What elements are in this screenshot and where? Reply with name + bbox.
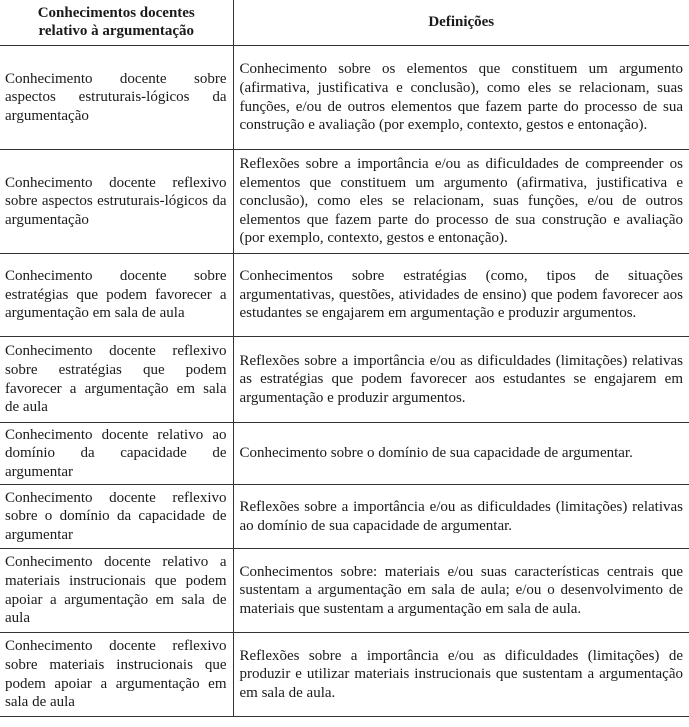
header-knowledge <box>0 0 233 46</box>
knowledge-cell: Conhecimento docente reflexivo sobre estratégias que podem favorecer a argumentação em sala de aula <box>0 337 233 423</box>
table-row <box>0 46 689 150</box>
table-row <box>0 254 689 337</box>
knowledge-cell: Conhecimento docente sobre estratégias que podem favorecer a argumentação em sala de aula <box>0 254 233 337</box>
table-row <box>0 150 689 254</box>
definition-cell: Reflexões sobre a importância e/ou as dificuldades (limitações) relativas ao domínio de sua capacidade de argumentar. <box>233 485 689 549</box>
knowledge-cell: Conhecimento docente reflexivo sobre materiais instrucionais que podem apoiar a argumentação em sala de aula <box>0 633 233 717</box>
table-row <box>0 633 689 717</box>
header-row <box>0 0 689 46</box>
header-knowledge-line1: Conhecimentos docentes <box>37 5 195 21</box>
definition-cell: Conhecimento sobre os elementos que constituem um argumento (afirmativa, justificativa e conclusão), como eles se relacionam, suas funções, e/ou de outros elementos que fazem parte do processo de sua construção e avaliação (por exemplo, contexto, gestos e entonação). <box>233 46 689 150</box>
knowledge-cell: Conhecimento docente sobre aspectos estruturais-lógicos da argumentação <box>0 46 233 150</box>
definition-cell: Conhecimentos sobre: materiais e/ou suas características centrais que sustentam a argumentação em sala de aula; e/ou o desenvolvimento de materiais que sustentam a argumentação em sala de aula. <box>233 549 689 633</box>
knowledge-cell: Conhecimento docente reflexivo sobre o domínio da capacidade de argumentar <box>0 485 233 549</box>
table-row <box>0 423 689 485</box>
definition-cell: Reflexões sobre a importância e/ou as dificuldades (limitações) de produzir e utilizar materiais instrucionais que sustentam a argumentação em sala de aula. <box>233 633 689 717</box>
knowledge-cell: Conhecimento docente reflexivo sobre aspectos estruturais-lógicos da argumentação <box>0 150 233 254</box>
table-row <box>0 485 689 549</box>
header-definitions: Definições <box>233 0 689 46</box>
definition-cell: Conhecimentos sobre estratégias (como, tipos de situações argumentativas, questões, atividades de ensino) que podem favorecer aos estudantes se engajarem em argumentação e produzir argumentos. <box>233 254 689 337</box>
header-knowledge-line2: relativo à argumentação <box>38 23 195 39</box>
definition-cell: Conhecimento sobre o domínio de sua capacidade de argumentar. <box>233 423 689 485</box>
definition-cell: Reflexões sobre a importância e/ou as dificuldades (limitações) relativas as estratégias que podem favorecer aos estudantes se engajarem em argumentação e produzir argumentos. <box>233 337 689 423</box>
table-row <box>0 549 689 633</box>
table-row <box>0 337 689 423</box>
definition-cell: Reflexões sobre a importância e/ou as dificuldades de compreender os elementos que constituem um argumento (afirmativa, justificativa e conclusão), como eles se relacionam, suas funções, e/ou de outros elementos que fazem parte do processo de sua construção e avaliação (por exemplo, contexto, gestos e entonação). <box>233 150 689 254</box>
knowledge-cell: Conhecimento docente relativo ao domínio da capacidade de argumentar <box>0 423 233 485</box>
knowledge-cell: Conhecimento docente relativo a materiais instrucionais que podem apoiar a argumentação em sala de aula <box>0 549 233 633</box>
